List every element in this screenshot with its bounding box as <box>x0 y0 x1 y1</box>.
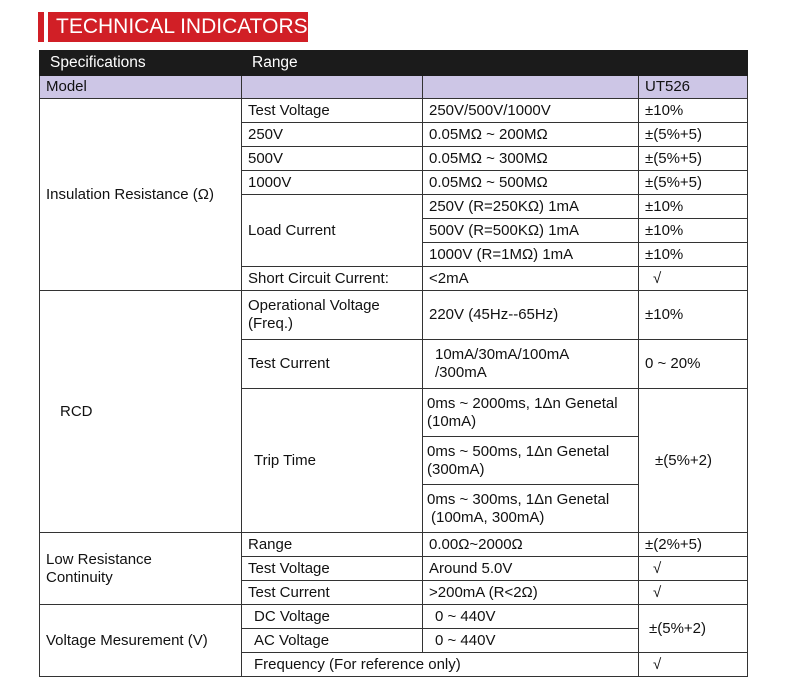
accuracy-cell: ±10% <box>639 99 748 123</box>
model-row <box>40 76 748 99</box>
accuracy-cell: ±(5%+5) <box>639 171 748 195</box>
accuracy-cell: ±(5%+5) <box>639 147 748 171</box>
range-line: 10mA/30mA/100mA <box>435 346 570 363</box>
low-resistance-label <box>40 533 242 605</box>
param-line: Operational Voltage <box>248 297 380 314</box>
range-line: (10mA) <box>427 412 477 430</box>
range-line: /300mA <box>435 364 487 381</box>
accuracy-cell: ±10% <box>639 195 748 219</box>
label-line: Low Resistance <box>46 550 152 568</box>
spec-table <box>39 50 748 677</box>
range-cell: 0 ~ 440V <box>423 605 639 629</box>
title-banner <box>38 12 308 42</box>
accuracy-cell: ±(2%+5) <box>639 533 748 557</box>
voltage-accuracy: ±(5%+2) <box>639 605 748 653</box>
table-row <box>40 99 748 123</box>
table-row <box>40 605 748 629</box>
param-cell: Test Current <box>242 340 423 389</box>
param-cell: Frequency (For reference only) <box>242 653 639 677</box>
header-row <box>40 51 748 76</box>
range-cell: 250V/500V/1000V <box>423 99 639 123</box>
model-label: Model <box>40 76 242 99</box>
range-cell: 0.00Ω~2000Ω <box>423 533 639 557</box>
accuracy-cell: ±10% <box>639 219 748 243</box>
model-value: UT526 <box>639 76 748 99</box>
range-cell <box>423 340 639 389</box>
param-cell: Test Current <box>242 581 423 605</box>
trip-time-label: Trip Time <box>242 389 423 533</box>
table-row <box>40 533 748 557</box>
param-cell: AC Voltage <box>242 629 423 653</box>
model-empty-1 <box>242 76 423 99</box>
range-cell: Around 5.0V <box>423 557 639 581</box>
param-cell: 500V <box>242 147 423 171</box>
range-cell <box>423 485 639 533</box>
param-line: (Freq.) <box>248 315 293 332</box>
range-line: 0ms ~ 500ms, 1Δn Genetal <box>427 442 610 460</box>
range-cell: 500V (R=500KΩ) 1mA <box>423 219 639 243</box>
range-cell <box>423 389 639 437</box>
range-line: 0ms ~ 2000ms, 1Δn Genetal <box>427 394 618 412</box>
table-row <box>40 291 748 340</box>
range-cell: >200mA (R<2Ω) <box>423 581 639 605</box>
range-cell: 0.05MΩ ~ 500MΩ <box>423 171 639 195</box>
range-cell: 220V (45Hz--65Hz) <box>423 291 639 340</box>
model-empty-2 <box>423 76 639 99</box>
param-cell: 250V <box>242 123 423 147</box>
voltage-label: Voltage Mesurement (V) <box>40 605 242 677</box>
range-cell: 0.05MΩ ~ 300MΩ <box>423 147 639 171</box>
accuracy-cell: 0 ~ 20% <box>639 340 748 389</box>
accuracy-cell: ±10% <box>639 243 748 267</box>
param-cell: Short Circuit Current: <box>242 267 423 291</box>
accuracy-cell: √ <box>639 557 748 581</box>
param-cell: 1000V <box>242 171 423 195</box>
trip-time-accuracy: ±(5%+2) <box>639 389 748 533</box>
label-line: Continuity <box>46 568 113 586</box>
page-title: TECHNICAL INDICATORS <box>56 15 308 38</box>
range-cell: 0 ~ 440V <box>423 629 639 653</box>
param-cell: DC Voltage <box>242 605 423 629</box>
range-cell: 250V (R=250KΩ) 1mA <box>423 195 639 219</box>
param-cell: Test Voltage <box>242 557 423 581</box>
insulation-label: Insulation Resistance (Ω) <box>40 99 242 291</box>
range-line: 0ms ~ 300ms, 1Δn Genetal <box>427 490 610 508</box>
accuracy-cell: ±10% <box>639 291 748 340</box>
accuracy-cell: ±(5%+5) <box>639 123 748 147</box>
range-line: (100mA, 300mA) <box>431 508 545 526</box>
rcd-label: RCD <box>40 291 242 533</box>
range-cell: <2mA <box>423 267 639 291</box>
accuracy-cell: √ <box>639 653 748 677</box>
accuracy-cell: √ <box>639 267 748 291</box>
range-cell: 1000V (R=1MΩ) 1mA <box>423 243 639 267</box>
param-cell <box>242 291 423 340</box>
header-range: Range <box>242 51 748 76</box>
range-cell <box>423 437 639 485</box>
accuracy-cell: √ <box>639 581 748 605</box>
load-current-label: Load Current <box>242 195 423 267</box>
range-line: (300mA) <box>427 460 485 478</box>
banner-stripe <box>44 12 48 42</box>
param-cell: Range <box>242 533 423 557</box>
header-specifications: Specifications <box>40 51 242 76</box>
param-cell: Test Voltage <box>242 99 423 123</box>
range-cell: 0.05MΩ ~ 200MΩ <box>423 123 639 147</box>
